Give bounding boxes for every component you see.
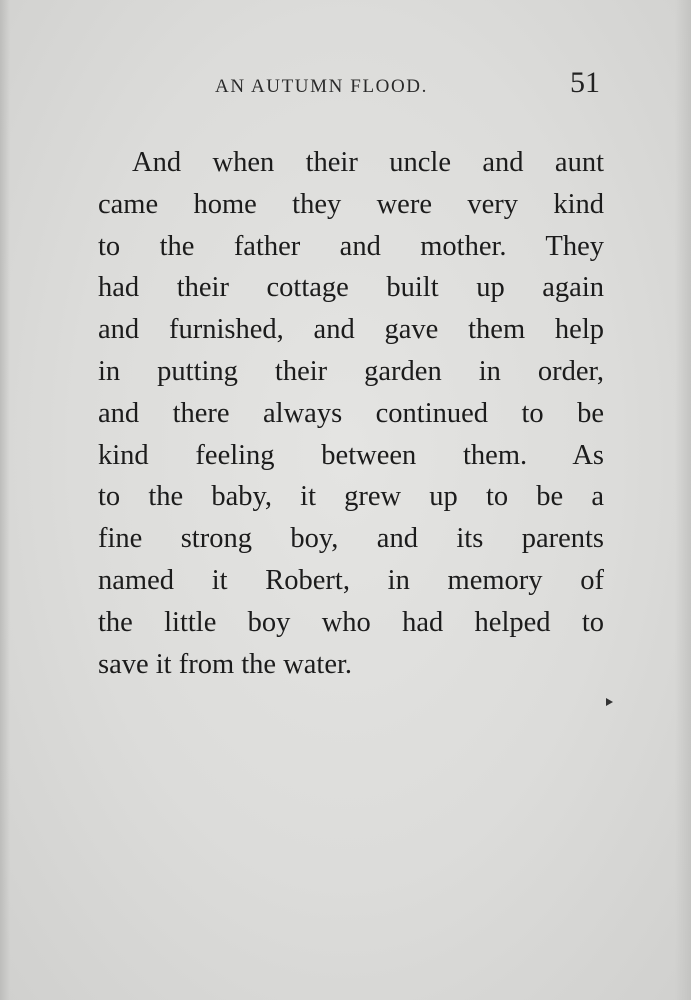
text-line: fine strong boy, and its parents: [98, 523, 604, 555]
text-line: the little boy who had helped to: [98, 606, 604, 638]
text-line: in putting their garden in order,: [98, 355, 604, 387]
text-line: named it Robert, in memory of: [98, 564, 604, 596]
text-line: kind feeling between them. As: [98, 439, 604, 471]
text-line: And when their uncle and aunt: [132, 147, 604, 178]
text-line: and there always continued to be: [98, 397, 604, 429]
text-line: to the baby, it grew up to be a: [98, 481, 604, 513]
page-left-edge-shadow: [0, 0, 10, 1000]
page-right-edge-shadow: [675, 0, 691, 1000]
text-line: save it from the water.: [98, 648, 353, 680]
printer-mark: [606, 698, 613, 706]
running-title: AN AUTUMN FLOOD.: [215, 76, 428, 97]
page-header: [215, 66, 600, 106]
page-number: 51: [570, 66, 600, 99]
body-paragraph: [98, 142, 604, 685]
text-line: had their cottage built up again: [98, 272, 604, 304]
text-line: came home they were very kind: [98, 188, 604, 220]
text-line: to the father and mother. They: [98, 230, 604, 262]
text-line: and furnished, and gave them help: [98, 314, 604, 346]
